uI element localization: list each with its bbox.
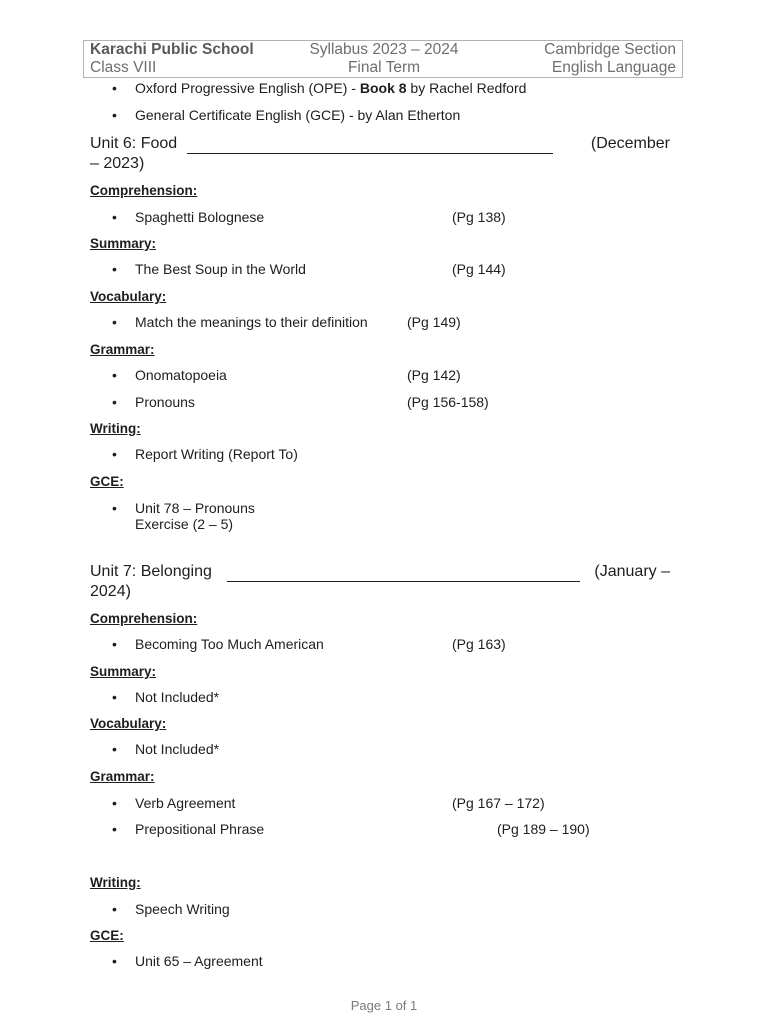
unit-title: Unit 6: Food: [90, 135, 178, 152]
item-label: Pronouns: [135, 394, 195, 410]
page-ref: (Pg 149): [407, 314, 461, 330]
writing-heading: Writing:: [90, 421, 141, 436]
bullet-icon: •: [112, 314, 117, 330]
gce-heading: GCE:: [90, 474, 124, 489]
item-label: Match the meanings to their definition: [135, 314, 368, 330]
gce-heading: GCE:: [90, 928, 124, 943]
summary-heading: Summary:: [90, 236, 157, 251]
item-label: Report Writing (Report To): [135, 446, 298, 462]
writing-heading: Writing:: [90, 875, 141, 890]
bullet-icon: •: [112, 80, 117, 96]
unit-date: (December: [590, 135, 670, 152]
exercise-label: Exercise (2 – 5): [135, 516, 234, 532]
item-label: Unit 65 – Agreement: [135, 953, 263, 969]
section-name: Cambridge Section: [544, 41, 676, 58]
book-label: General Certificate English (GCE) - by Alan Etherton: [135, 107, 461, 123]
item-label: Prepositional Phrase: [135, 821, 265, 837]
syllabus-year: Syllabus 2023 – 2024: [309, 41, 459, 58]
item-label: The Best Soup in the World: [135, 261, 306, 277]
unit-date: (January –: [594, 563, 670, 580]
school-name: Karachi Public School: [90, 41, 254, 58]
item-label: Unit 78 – Pronouns: [135, 500, 255, 516]
term-name: Final Term: [347, 59, 421, 76]
page-number: Page 1 of 1: [350, 998, 418, 1013]
unit-date-continued: – 2023): [90, 155, 145, 172]
page-ref: (Pg 138): [452, 209, 506, 225]
page-ref: (Pg 156-158): [407, 394, 489, 410]
item-label: Becoming Too Much American: [135, 636, 324, 652]
unit-date-continued: 2024): [90, 583, 131, 600]
book-label: Oxford Progressive English (OPE) - Book 8 by Rachel Redford: [135, 80, 527, 96]
bullet-icon: •: [112, 795, 117, 811]
unit-title: Unit 7: Belonging: [90, 563, 212, 580]
bullet-icon: •: [112, 953, 117, 969]
bullet-icon: •: [112, 741, 117, 757]
comprehension-heading: Comprehension:: [90, 611, 198, 626]
page-ref: (Pg 167 – 172): [452, 795, 545, 811]
subject-name: English Language: [551, 59, 676, 76]
grammar-heading: Grammar:: [90, 342, 155, 357]
item-label: Not Included*: [135, 689, 220, 705]
vocabulary-heading: Vocabulary:: [90, 289, 167, 304]
page-ref: (Pg 163): [452, 636, 506, 652]
comprehension-heading: Comprehension:: [90, 183, 198, 198]
bullet-icon: •: [112, 500, 117, 516]
item-label: Speech Writing: [135, 901, 230, 917]
bullet-icon: •: [112, 261, 117, 277]
bullet-icon: •: [112, 209, 117, 225]
page-header: [83, 40, 683, 78]
class-name: Class VIII: [90, 59, 157, 76]
page-ref: (Pg 189 – 190): [497, 821, 590, 837]
bullet-icon: •: [112, 367, 117, 383]
page-ref: (Pg 144): [452, 261, 506, 277]
bullet-icon: •: [112, 821, 117, 837]
item-label: Verb Agreement: [135, 795, 236, 811]
item-label: Onomatopoeia: [135, 367, 227, 383]
bullet-icon: •: [112, 394, 117, 410]
heading-underline: [227, 581, 580, 582]
grammar-heading: Grammar:: [90, 769, 155, 784]
bullet-icon: •: [112, 901, 117, 917]
vocabulary-heading: Vocabulary:: [90, 716, 167, 731]
bullet-icon: •: [112, 636, 117, 652]
page-ref: (Pg 142): [407, 367, 461, 383]
bullet-icon: •: [112, 689, 117, 705]
heading-underline: [187, 153, 553, 154]
item-label: Spaghetti Bolognese: [135, 209, 265, 225]
summary-heading: Summary:: [90, 664, 157, 679]
item-label: Not Included*: [135, 741, 220, 757]
bullet-icon: •: [112, 107, 117, 123]
bullet-icon: •: [112, 446, 117, 462]
